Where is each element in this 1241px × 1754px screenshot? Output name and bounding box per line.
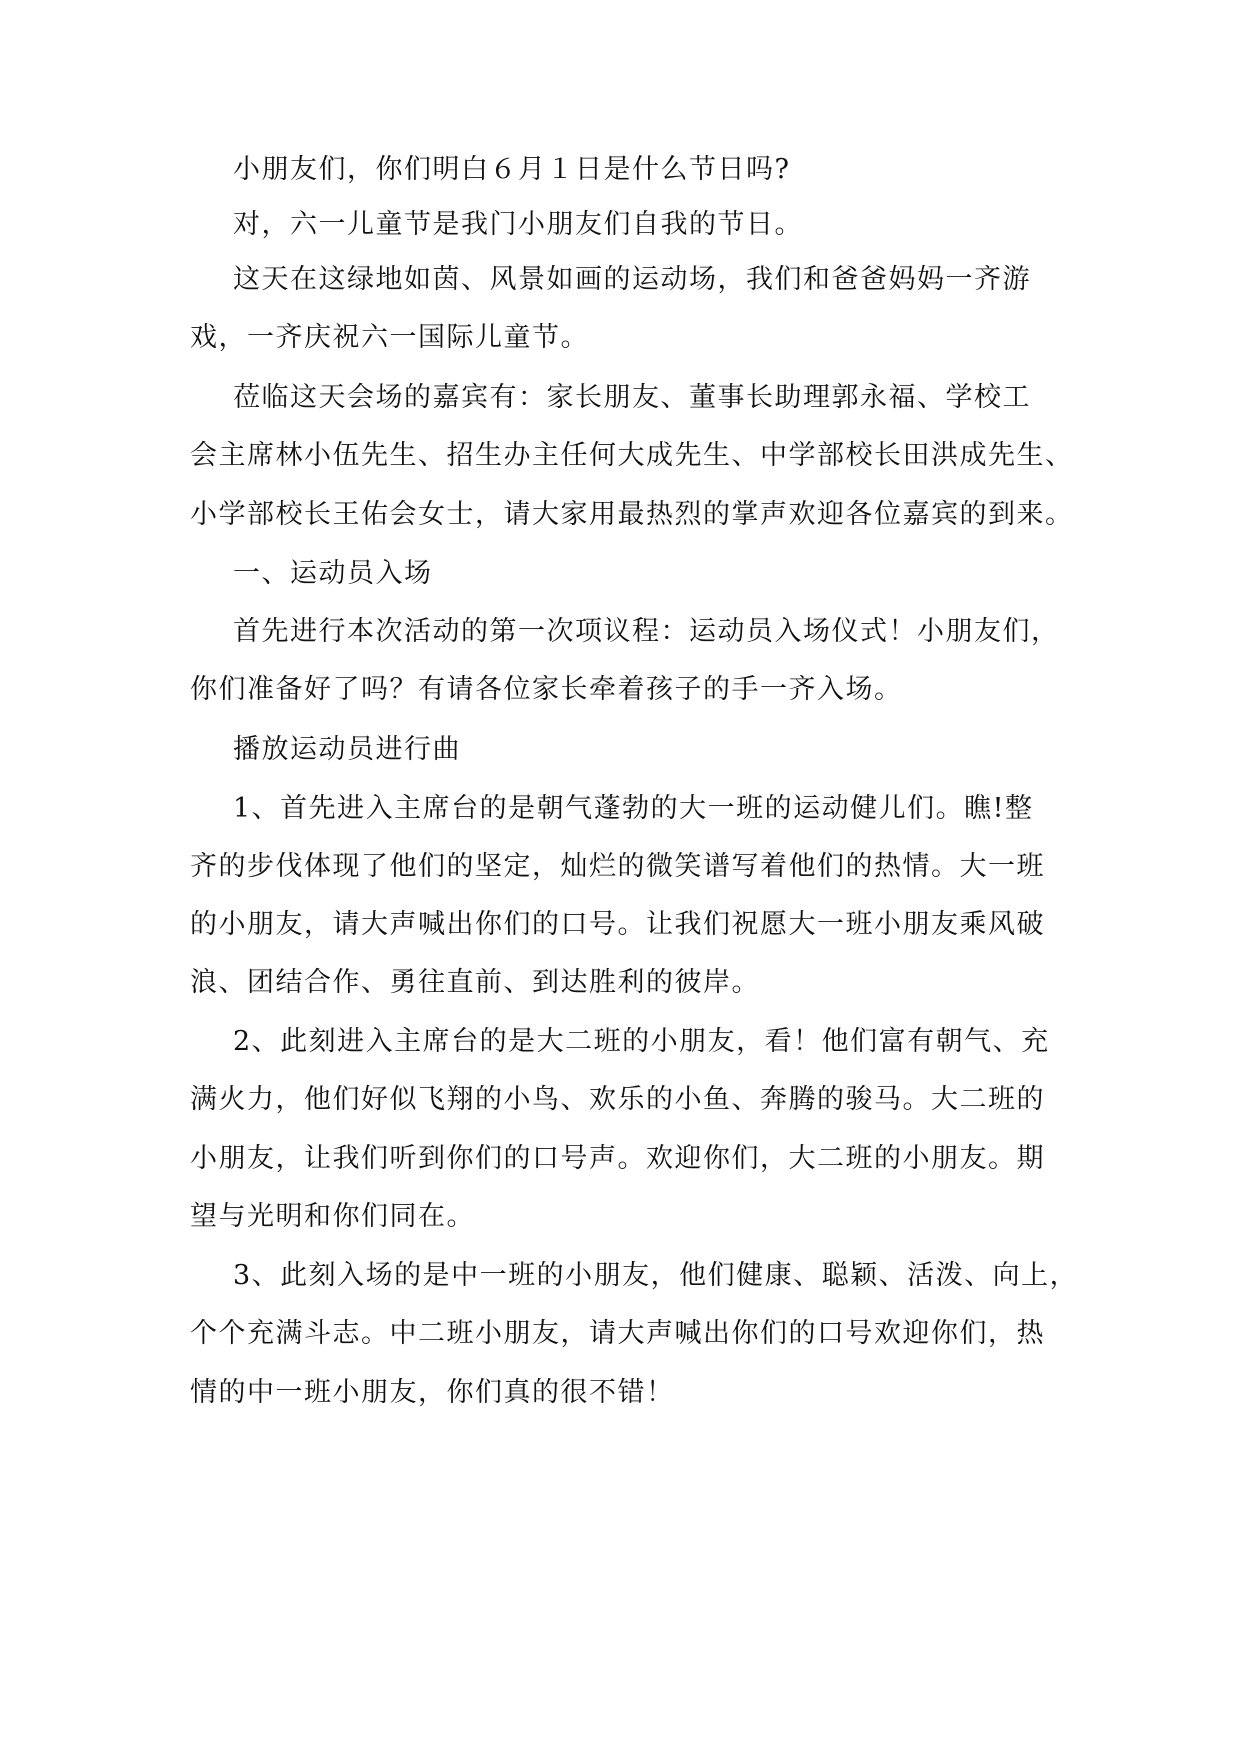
paragraph-9-line-3: 情的中一班小朋友，你们真的很不错！ xyxy=(190,1377,675,1408)
section-heading-1: 一、运动员入场 xyxy=(233,558,433,589)
paragraph-8-line-3: 小朋友，让我们听到你们的口号声。欢迎你们，大二班的小朋友。期 xyxy=(190,1143,1045,1174)
paragraph-6-line-1: 播放运动员进行曲 xyxy=(233,734,461,765)
paragraph-3-line-1: 这天在这绿地如茵、风景如画的运动场，我们和爸爸妈妈一齐游 xyxy=(233,264,1031,295)
paragraph-4-line-2: 会主席林小伍先生、招生办主任何大成先生、中学部校长田洪成先生、 xyxy=(190,440,1074,471)
paragraph-4-line-1: 莅临这天会场的嘉宾有：家长朋友、董事长助理郭永福、学校工 xyxy=(233,382,1031,413)
paragraph-3-line-2: 戏，一齐庆祝六一国际儿童节。 xyxy=(190,322,589,353)
paragraph-8-line-4: 望与光明和你们同在。 xyxy=(190,1201,475,1232)
paragraph-5-line-2: 你们准备好了吗？有请各位家长牵着孩子的手一齐入场。 xyxy=(190,674,903,705)
paragraph-2-line-1: 对，六一儿童节是我门小朋友们自我的节日。 xyxy=(233,209,803,240)
paragraph-8-line-1: 2、此刻进入主席台的是大二班的小朋友，看！他们富有朝气、充 xyxy=(233,1026,1050,1057)
paragraph-1-line-1: 小朋友们，你们明白６月１日是什么节日吗? xyxy=(233,154,791,185)
paragraph-7-line-1: 1、首先进入主席台的是朝气蓬勃的大一班的运动健儿们。瞧!整 xyxy=(233,793,1034,824)
paragraph-8-line-2: 满火力，他们好似飞翔的小鸟、欢乐的小鱼、奔腾的骏马。大二班的 xyxy=(190,1084,1045,1115)
paragraph-7-line-3: 的小朋友，请大声喊出你们的口号。让我们祝愿大一班小朋友乘风破 xyxy=(190,909,1045,940)
paragraph-7-line-2: 齐的步伐体现了他们的坚定，灿烂的微笑谱写着他们的热情。大一班 xyxy=(190,851,1045,882)
paragraph-5-line-1: 首先进行本次活动的第一次项议程：运动员入场仪式！小朋友们， xyxy=(233,616,1060,647)
paragraph-7-line-4: 浪、团结合作、勇往直前、到达胜利的彼岸。 xyxy=(190,967,760,998)
paragraph-9-line-1: 3、此刻入场的是中一班的小朋友，他们健康、聪颖、活泼、向上， xyxy=(233,1260,1079,1291)
paragraph-4-line-3: 小学部校长王佑会女士，请大家用最热烈的掌声欢迎各位嘉宾的到来。 xyxy=(190,499,1074,530)
paragraph-9-line-2: 个个充满斗志。中二班小朋友，请大声喊出你们的口号欢迎你们，热 xyxy=(190,1318,1045,1349)
